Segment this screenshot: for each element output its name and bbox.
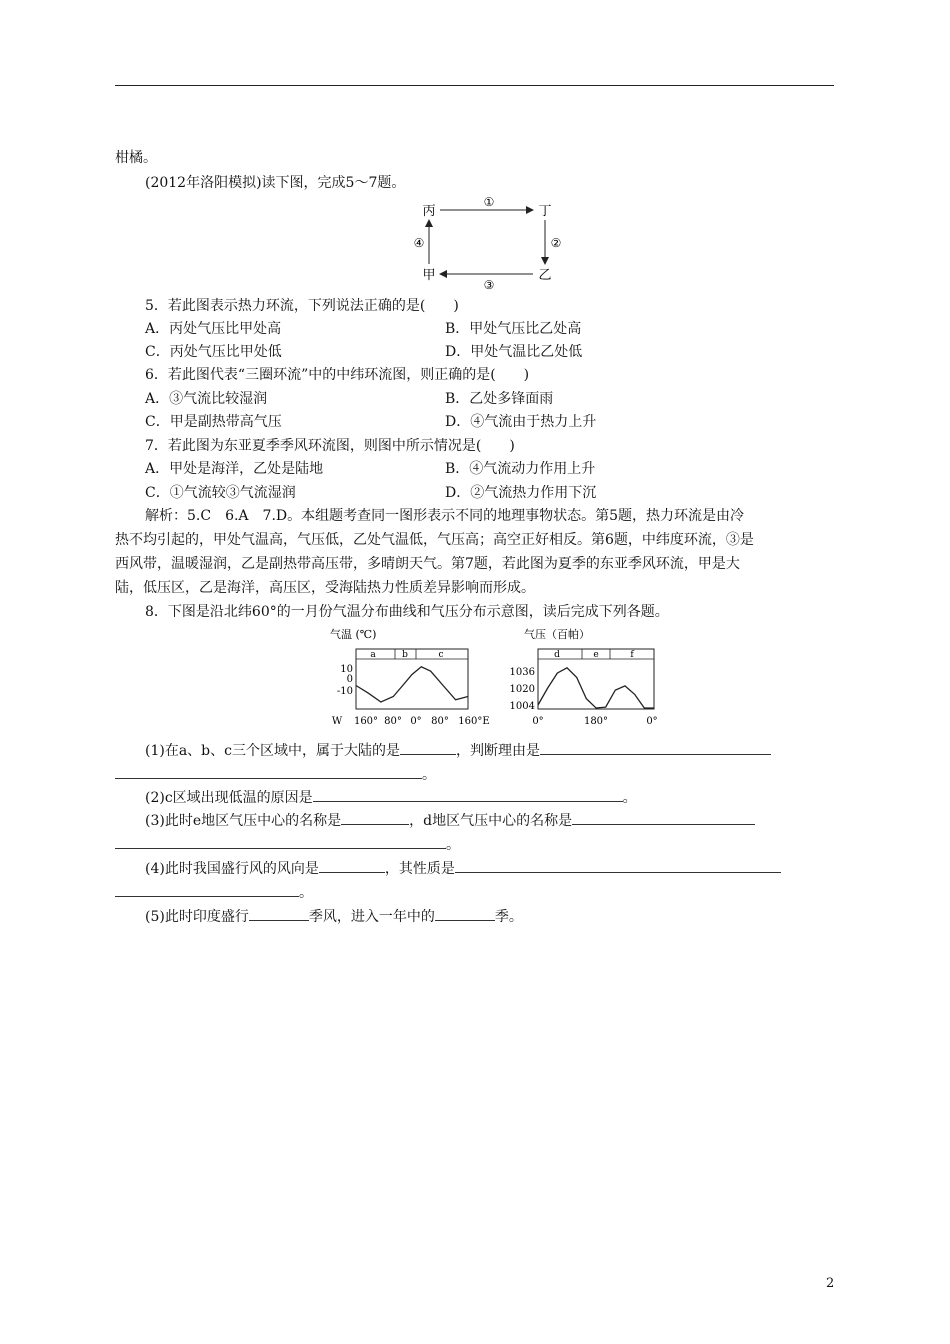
temp-xtick-1: 160° [353,716,379,727]
sub1-text-a: (1)在a、b、c三个区域中，属于大陆的是 [145,743,400,759]
q5-option-c: C．丙处气压比甲处低 [145,344,282,360]
temp-ytick-10: 10 [340,664,353,675]
q8-sub1-line2 [115,765,436,784]
q8-stem: 8．下图是沿北纬60°的一月份气温分布曲线和气压分布示意图，读后完成下列各题。 [145,604,669,620]
sub5-text-b: 季风，进入一年中的 [308,909,435,925]
blank-monsoon[interactable] [249,907,309,921]
pressure-chart-title: 气压（百帕） [524,628,590,641]
q8-sub3-line1 [145,811,755,830]
blank-low-temp-cause[interactable] [313,788,623,802]
blank-wind-property-1[interactable] [455,859,781,873]
pressure-xtick-2: 0° [646,716,658,727]
label-jia: 甲 [422,268,436,283]
pressure-ytick-1004: 1004 [509,701,535,712]
sub1-text-c: 。 [422,767,436,783]
page-number: 2 [826,1276,835,1291]
temp-ytick-neg10: -10 [336,686,353,697]
pressure-xtick-1: 180° [583,716,609,727]
label-yi: 乙 [538,268,552,283]
q7-option-c: C．①气流较③气流湿润 [145,485,296,501]
q5-option-d: D．甲处气温比乙处低 [445,344,583,360]
q5-option-b: B．甲处气压比乙处高 [445,321,582,337]
temp-xtick-3: 0° [410,716,422,727]
q7-option-b: B．④气流动力作用上升 [445,461,596,477]
analysis-line-2: 热不均引起的，甲处气温高，气压低，乙处气温低，气压高；高空正好相反。第6题，中纬度环流，③是 [115,532,754,548]
sub1-text-b: ，判断理由是 [455,743,540,759]
temp-region-a: a [370,650,376,660]
q8-sub3-line2 [115,835,460,854]
blank-reason-2[interactable] [115,765,422,779]
q7-option-d: D．②气流热力作用下沉 [445,485,597,501]
label-n4: ④ [413,236,425,250]
blank-wind-property-2[interactable] [115,883,299,897]
blank-continent[interactable] [400,741,456,755]
sub3-text-b: ，d地区气压中心的名称是 [409,813,573,829]
pressure-region-f: f [630,650,634,660]
temp-ytick-0: 0 [346,674,353,685]
pressure-region-e: e [593,650,599,660]
q8-sub4-line2 [115,883,313,902]
sub3-text-c: 。 [446,837,460,853]
sub4-text-c: 。 [299,885,313,901]
blank-season[interactable] [435,907,495,921]
label-n2: ② [550,236,562,250]
blank-e-center[interactable] [341,811,409,825]
temp-xtick-4: 80° [431,716,449,727]
analysis-line-3: 西风带，温暖湿润，乙是副热带高压带，多晴朗天气。第7题，若此图为夏季的东亚季风环流，甲是大 [115,556,740,572]
q8-sub1-line1 [145,741,771,760]
q6-stem: 6．若此图代表“三圈环流”中的中纬环流图，则正确的是( ) [145,367,530,383]
analysis-line-1: 解析：5.C 6.A 7.D。本组题考查同一图形表示不同的地理事物状态。第5题，热力环流是由冷 [145,508,745,524]
q8-sub4-line1 [145,859,781,878]
q6-option-b: B．乙处多锋面雨 [445,391,554,407]
pressure-region-d: d [554,650,560,660]
header-rule [115,85,834,86]
blank-d-center-1[interactable] [572,811,755,825]
temp-series-line [356,667,468,702]
sub4-text-b: ，其性质是 [384,861,455,877]
q6-option-c: C．甲是副热带高气压 [145,414,282,430]
q6-option-d: D．④气流由于热力上升 [445,414,597,430]
q7-option-a: A．甲处是海洋，乙处是陆地 [145,461,324,477]
sub3-text-a: (3)此时e地区气压中心的名称是 [145,813,342,829]
intro-tail: 柑橘。 [115,150,157,166]
q8-sub5 [145,907,523,926]
blank-wind-direction[interactable] [319,859,385,873]
q7-stem: 7．若此图为东亚夏季季风环流图，则图中所示情况是( ) [145,438,515,454]
sub5-text-c: 季。 [494,909,523,925]
temp-chart-title: 气温 (℃) [330,628,377,641]
sub4-text-a: (4)此时我国盛行风的风向是 [145,861,319,877]
pressure-series-line [538,668,654,708]
pressure-ytick-1036: 1036 [509,667,535,678]
blank-reason-1[interactable] [540,741,771,755]
label-ding: 丁 [538,204,552,219]
pressure-ytick-1020: 1020 [509,684,535,695]
circulation-diagram [415,196,565,292]
temp-xtick-2: 80° [384,716,402,727]
temp-xtick-0: W [331,716,343,727]
sub2-text-b: 。 [622,790,637,806]
source-line: (2012年洛阳模拟)读下图，完成5～7题。 [145,175,406,191]
temperature-chart [328,625,500,735]
temp-region-c: c [438,650,444,660]
label-n1: ① [483,195,495,209]
sub2-text-a: (2)c区域出现低温的原因是 [145,790,313,806]
temp-xtick-5: 160°E [458,716,490,727]
label-bing: 丙 [422,204,436,219]
q8-sub2 [145,788,637,807]
pressure-xtick-0: 0° [532,716,544,727]
q5-stem: 5．若此图表示热力环流，下列说法正确的是( ) [145,298,459,314]
blank-d-center-2[interactable] [115,835,446,849]
pressure-chart [500,625,665,735]
q5-option-a: A．丙处气压比甲处高 [145,321,282,337]
temp-region-b: b [402,650,408,660]
label-n3: ③ [483,278,495,292]
sub5-text-a: (5)此时印度盛行 [145,909,249,925]
analysis-line-4: 陆，低压区，乙是海洋，高压区，受海陆热力性质差异影响而形成。 [115,580,535,596]
q6-option-a: A．③气流比较湿润 [145,391,268,407]
